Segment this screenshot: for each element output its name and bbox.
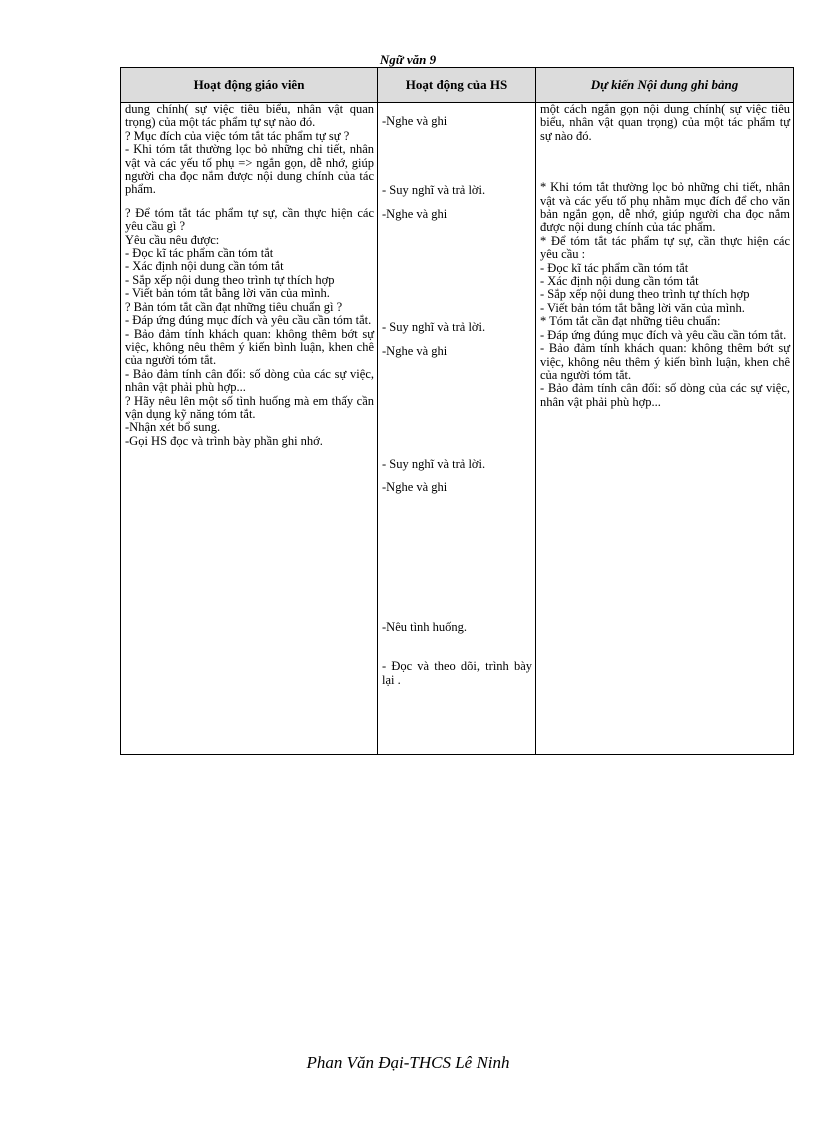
footer-author: Phan Văn Đại-THCS Lê Ninh: [306, 1053, 510, 1072]
teacher-activity-cell: [121, 103, 378, 755]
notes-line: * Tóm tắt cần đạt những tiêu chuẩn:: [540, 314, 721, 329]
teacher-line: - Khi tóm tắt thường lọc bỏ những chi tiết, nhân vật và các yếu tố phụ => ngắn gọn, dễ nhớ, giúp người cha đọc nắm được nội dung chính của tác phẩm.: [125, 142, 374, 197]
teacher-question: ? Hãy nêu lên một số tình huống mà em thấy cần vận dụng kỹ năng tóm tắt.: [125, 393, 374, 421]
notes-line: - Bảo đảm tính khách quan: không thêm bớt sự việc, không nêu thêm ý kiến bình luận, khen chê của người tóm tắt.: [540, 341, 790, 382]
teacher-line: - Đọc kĩ tác phẩm cần tóm tắt: [125, 246, 274, 261]
notes-line: * Khi tóm tắt thường lọc bỏ những chi tiết, nhân vật và các yếu tố phụ nhằm mục đích để cho văn bản ngắn gọn, dễ nhớ, giúp người cha đọc nắm được nội dung chính của tác phẩm.: [540, 180, 790, 235]
notes-line: - Bảo đảm tính cân đối: số dòng của các sự việc, nhân vật phải phù hợp...: [540, 381, 790, 409]
notes-line: - Xác định nội dung cần tóm tắt: [540, 274, 699, 289]
column-header-notes: Dự kiến Nội dung ghi bảng: [536, 68, 794, 103]
student-line: - Suy nghĩ và trả lời.: [382, 457, 486, 472]
teacher-line: Yêu cầu nêu được:: [125, 232, 220, 247]
teacher-line: -Gọi HS đọc và trình bày phần ghi nhớ.: [125, 433, 323, 448]
teacher-line: - Bảo đảm tính khách quan: không thêm bớt sự việc, không nêu thêm ý kiến bình luận, khen chê của người tóm tắt.: [125, 326, 374, 368]
student-line: -Nghe và ghi: [382, 114, 448, 128]
teacher-line: - Đáp ứng đúng mục đích và yêu cầu cần tóm tắt.: [125, 313, 372, 328]
notes-line: - Đọc kĩ tác phẩm cần tóm tắt: [540, 260, 689, 275]
teacher-line: dung chính( sự việc tiêu biểu, nhân vật quan trọng) của một tác phẩm tự sự nào đó.: [125, 102, 374, 130]
teacher-question: ? Mục đích của việc tóm tắt tác phẩm tự sự ?: [125, 128, 350, 143]
notes-line: một cách ngắn gọn nội dung chính( sự việc tiêu biểu, nhân vật quan trọng) của một tác phẩm tự sự nào đó.: [540, 102, 790, 143]
board-notes-cell: [536, 103, 794, 755]
student-activity-cell: [378, 103, 536, 755]
teacher-line: -Nhận xét bổ sung.: [125, 420, 221, 435]
student-line: - Đọc và theo dõi, trình bày lại .: [382, 659, 532, 687]
teacher-line: - Viết bản tóm tắt bằng lời văn của mình.: [125, 286, 330, 301]
page-title: Ngữ văn 9: [379, 52, 437, 67]
lesson-table: [120, 67, 794, 755]
table-header-row: [121, 68, 794, 103]
column-header-teacher: Hoạt động giáo viên: [121, 68, 378, 103]
teacher-line: - Sắp xếp nội dung theo trình tự thích hợp: [125, 272, 335, 287]
notes-line: - Sắp xếp nội dung theo trình tự thích hợp: [540, 287, 750, 302]
teacher-question: ? Để tóm tắt tác phẩm tự sự, cần thực hiện các yêu cầu gì ?: [125, 205, 374, 234]
student-line: - Suy nghĩ và trả lời.: [382, 183, 486, 198]
notes-line: - Viết bản tóm tắt bằng lời văn của mình.: [540, 300, 745, 315]
column-header-student: Hoạt động của HS: [378, 68, 536, 103]
student-line: -Nghe và ghi: [382, 343, 448, 358]
notes-line: * Để tóm tắt tác phẩm tự sự, cần thực hiện các yêu cầu :: [540, 233, 790, 262]
teacher-line: - Bảo đảm tính cân đối: số dòng của các sự việc, nhân vật phải phù hợp...: [125, 366, 374, 395]
table-row: [121, 103, 794, 755]
teacher-question: ? Bản tóm tắt cần đạt những tiêu chuẩn gì ?: [125, 299, 343, 314]
student-line: -Nghe và ghi: [382, 206, 448, 221]
teacher-line: - Xác định nội dung cần tóm tắt: [125, 259, 284, 274]
student-line: -Nghe và ghi: [382, 480, 448, 495]
notes-line: - Đáp ứng đúng mục đích và yêu cầu cần tóm tắt.: [540, 327, 787, 342]
student-line: -Nêu tình huống.: [382, 619, 468, 634]
student-line: - Suy nghĩ và trả lời.: [382, 320, 486, 335]
